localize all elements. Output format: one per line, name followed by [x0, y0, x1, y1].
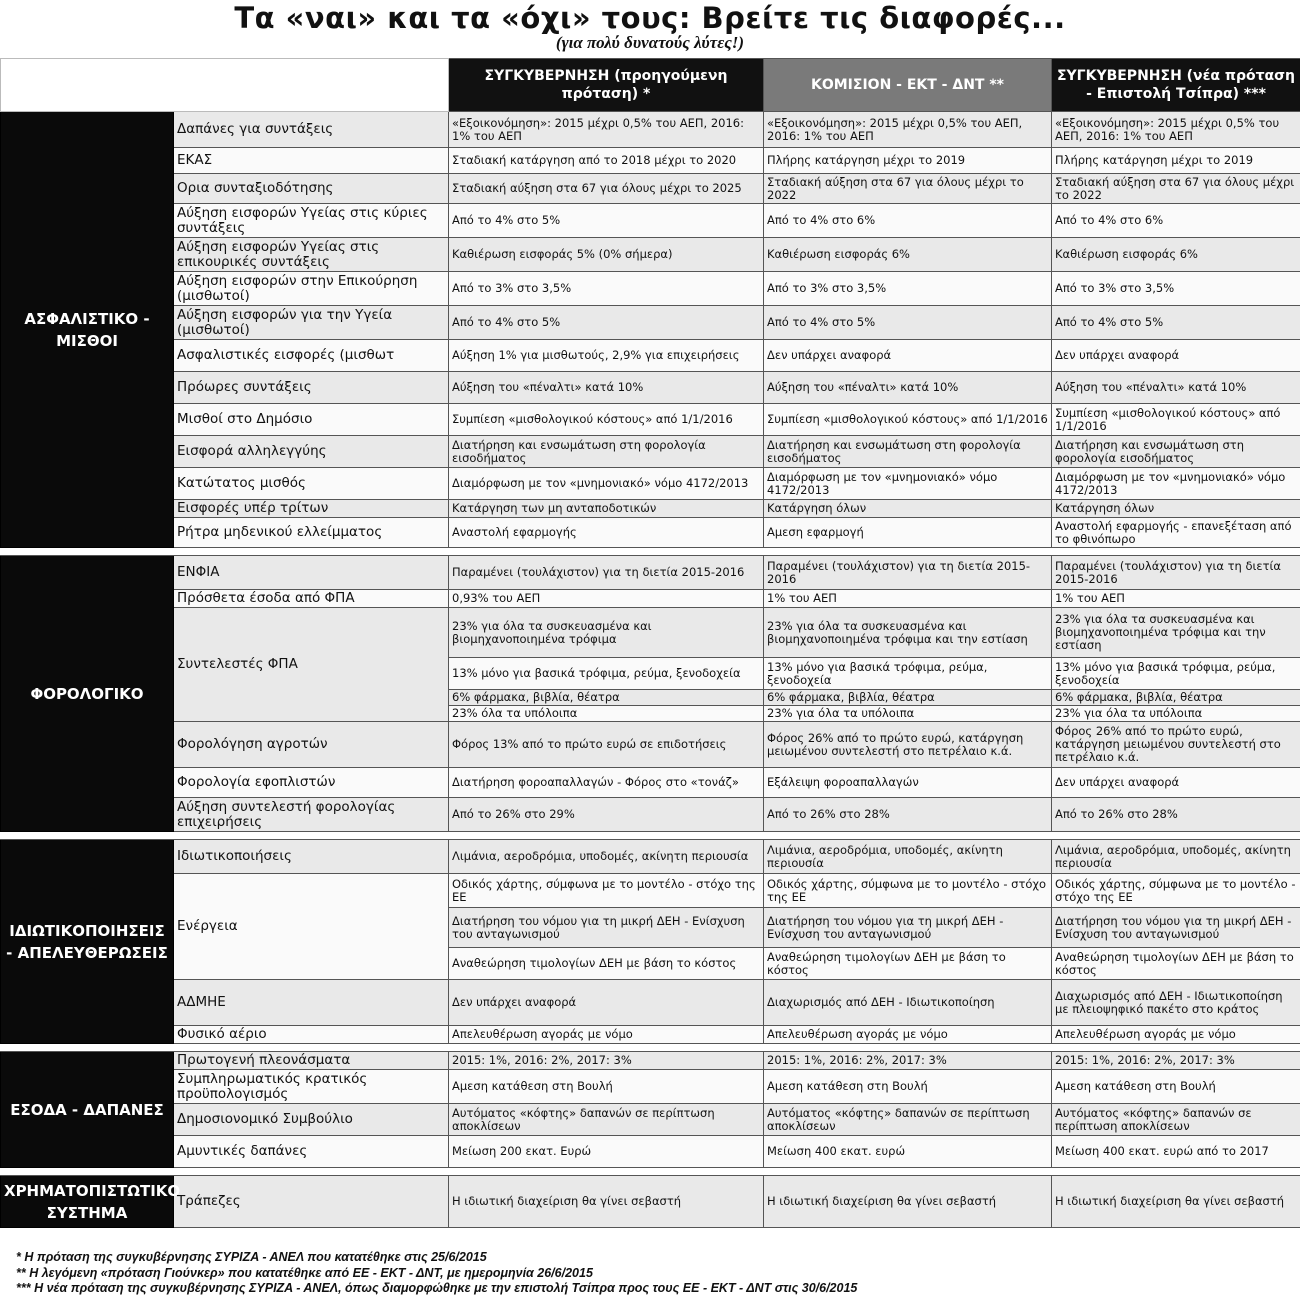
- row-label: Αύξηση εισφορών στην Επικούρηση (μισθωτοί): [174, 272, 449, 306]
- table-row: [1, 174, 1300, 204]
- row-label: Συμπληρωματικός κρατικός προϋπολογισμός: [174, 1070, 449, 1104]
- table-cell: Η ιδιωτική διαχείριση θα γίνει σεβαστή: [764, 1176, 1052, 1228]
- table-cell: Συμπίεση «μισθολογικού κόστους» από 1/1/2016: [449, 404, 764, 436]
- table-cell: Διαχωρισμός από ΔΕΗ - Ιδιωτικοποίηση με πλειοψηφικό πακέτο στο κράτος: [1052, 980, 1300, 1026]
- row-label: Αύξηση εισφορών Υγείας στις επικουρικές συντάξεις: [174, 238, 449, 272]
- table-cell: Φόρος 26% από το πρώτο ευρώ, κατάργηση μειωμένου συντελεστή στο πετρέλαιο κ.ά.: [1052, 722, 1300, 768]
- footnote: ** Η λεγόμενη «πρόταση Γιούνκερ» που κατατέθηκε από ΕΕ - ΕΚΤ - ΔΝΤ, με ημερομηνία 26/6/2015: [16, 1265, 593, 1280]
- table-row: [1, 500, 1300, 518]
- table-cell: 1% του ΑΕΠ: [1052, 590, 1300, 608]
- table-cell: Καθιέρωση εισφοράς 6%: [1052, 238, 1300, 272]
- table-cell: Σταδιακή κατάργηση από το 2018 μέχρι το 2020: [449, 148, 764, 174]
- table-cell: Φόρος 26% από το πρώτο ευρώ, κατάργηση μειωμένου συντελεστή στο πετρέλαιο κ.ά.: [764, 722, 1052, 768]
- comparison-table: [0, 58, 1300, 1228]
- table-cell: Αυτόματος «κόφτης» δαπανών σε περίπτωση αποκλίσεων: [449, 1104, 764, 1136]
- row-label: Πρωτογενή πλεονάσματα: [174, 1052, 449, 1070]
- table-cell: Αμεση εφαρμογή: [764, 518, 1052, 548]
- table-cell: «Εξοικονόμηση»: 2015 μέχρι 0,5% του ΑΕΠ, 2016: 1% του ΑΕΠ: [449, 112, 764, 148]
- table-cell: Αναστολή εφαρμογής - επανεξέταση από το φθινόπωρο: [1052, 518, 1300, 548]
- table-cell: Αμεση κατάθεση στη Βουλή: [449, 1070, 764, 1104]
- row-label: Ρήτρα μηδενικού ελλείμματος: [174, 518, 449, 548]
- table-cell: 13% μόνο για βασικά τρόφιμα, ρεύμα, ξενοδοχεία: [1052, 658, 1300, 690]
- table-row: [1, 518, 1300, 548]
- table-cell: 13% μόνο για βασικά τρόφιμα, ρεύμα, ξενοδοχεία: [449, 658, 764, 690]
- row-label: Δημοσιονομικό Συμβούλιο: [174, 1104, 449, 1136]
- page-title: Τα «ναι» και τα «όχι» τους: Βρείτε τις διαφορές...: [234, 1, 1066, 35]
- table-cell: Διατήρηση και ενσωμάτωση στη φορολογία εισοδήματος: [1052, 436, 1300, 468]
- table-row: [1, 306, 1300, 340]
- table-cell: Παραμένει (τουλάχιστον) για τη διετία 2015-2016: [764, 556, 1052, 590]
- table-cell: 23% για όλα τα συσκευασμένα και βιομηχανοποιημένα τρόφιμα και την εστίαση: [764, 608, 1052, 658]
- row-label: Εισφορά αλληλεγγύης: [174, 436, 449, 468]
- table-cell: Αναθεώρηση τιμολογίων ΔΕΗ με βάση το κόστος: [764, 948, 1052, 980]
- footnote: * Η πρόταση της συγκυβέρνησης ΣΥΡΙΖΑ - ΑΝΕΛ που κατατέθηκε στις 25/6/2015: [16, 1250, 487, 1264]
- table-cell: Λιμάνια, αεροδρόμια, υποδομές, ακίνητη περιουσία: [1052, 840, 1300, 874]
- row-label: Πρόωρες συντάξεις: [174, 372, 449, 404]
- table-row: [1, 1176, 1300, 1228]
- table-row: [1, 798, 1300, 832]
- table-cell: Λιμάνια, αεροδρόμια, υποδομές, ακίνητη περιουσία: [764, 840, 1052, 874]
- table-cell: Από το 4% στο 6%: [764, 204, 1052, 238]
- table-row: [1, 148, 1300, 174]
- table-cell: Αύξηση του «πέναλτι» κατά 10%: [764, 372, 1052, 404]
- row-label: Φυσικό αέριο: [174, 1026, 449, 1044]
- table-cell: Από το 26% στο 28%: [1052, 798, 1300, 832]
- table-row: [1, 1136, 1300, 1168]
- page-subtitle: (για πολύ δυνατούς λύτες!): [555, 33, 745, 52]
- table-cell: 1% του ΑΕΠ: [764, 590, 1052, 608]
- table-cell: Αύξηση του «πέναλτι» κατά 10%: [449, 372, 764, 404]
- table-cell: Αναστολή εφαρμογής: [449, 518, 764, 548]
- section-label: ΙΔΙΩΤΙΚΟΠΟΙΗΣΕΙΣ - ΑΠΕΛΕΥΘΕΡΩΣΕΙΣ: [1, 840, 174, 1044]
- row-label: Ορια συνταξιοδότησης: [174, 174, 449, 204]
- table-cell: Από το 3% στο 3,5%: [449, 272, 764, 306]
- gap-cell: [1, 548, 1300, 556]
- table-cell: Απελευθέρωση αγοράς με νόμο: [764, 1026, 1052, 1044]
- table-cell: 6% φάρμακα, βιβλία, θέατρα: [449, 690, 764, 706]
- row-label: Αύξηση εισφορών Υγείας στις κύριες συντάξεις: [174, 204, 449, 238]
- table-row: [1, 112, 1300, 148]
- table-row: [1, 1052, 1300, 1070]
- table-cell: Σταδιακή αύξηση στα 67 για όλους μέχρι το 2022: [764, 174, 1052, 204]
- table-cell: Από το 26% στο 28%: [764, 798, 1052, 832]
- table-row: [1, 556, 1300, 590]
- section-label: ΑΣΦΑΛΙΣΤΙΚΟ - ΜΙΣΘΟΙ: [1, 112, 174, 548]
- table-cell: Απελευθέρωση αγοράς με νόμο: [1052, 1026, 1300, 1044]
- table-cell: Αύξηση 1% για μισθωτούς, 2,9% για επιχειρήσεις: [449, 340, 764, 372]
- table-body: [1, 112, 1300, 1228]
- table-row: [1, 436, 1300, 468]
- footnotes: [16, 1250, 1296, 1297]
- table-cell: Από το 3% στο 3,5%: [764, 272, 1052, 306]
- table-cell: Διαχωρισμός από ΔΕΗ - Ιδιωτικοποίηση: [764, 980, 1052, 1026]
- row-label: Τράπεζες: [174, 1176, 449, 1228]
- row-label: Εισφορές υπέρ τρίτων: [174, 500, 449, 518]
- table-cell: 2015: 1%, 2016: 2%, 2017: 3%: [1052, 1052, 1300, 1070]
- table-cell: 2015: 1%, 2016: 2%, 2017: 3%: [449, 1052, 764, 1070]
- table-row: [1, 404, 1300, 436]
- table-row: [1, 840, 1300, 874]
- gap-cell: [1, 1044, 1300, 1052]
- table-cell: Διαμόρφωση με τον «μνημονιακό» νόμο 4172/2013: [1052, 468, 1300, 500]
- section-label: ΦΟΡΟΛΟΓΙΚΟ: [1, 556, 174, 832]
- table-cell: Από το 4% στο 6%: [1052, 204, 1300, 238]
- table-cell: 23% για όλα τα συσκευασμένα και βιομηχανοποιημένα τρόφιμα: [449, 608, 764, 658]
- table-row: [1, 340, 1300, 372]
- table-cell: Μείωση 400 εκατ. ευρώ: [764, 1136, 1052, 1168]
- table-cell: Πλήρης κατάργηση μέχρι το 2019: [764, 148, 1052, 174]
- table-cell: Διατήρηση και ενσωμάτωση στη φορολογία εισοδήματος: [764, 436, 1052, 468]
- table-cell: Δεν υπάρχει αναφορά: [764, 340, 1052, 372]
- table-cell: Αναθεώρηση τιμολογίων ΔΕΗ με βάση το κόστος: [449, 948, 764, 980]
- section-gap: [1, 832, 1300, 840]
- gap-cell: [1, 832, 1300, 840]
- row-label: Αμυντικές δαπάνες: [174, 1136, 449, 1168]
- table-cell: Οδικός χάρτης, σύμφωνα με το μοντέλο - στόχο της ΕΕ: [1052, 874, 1300, 908]
- row-label: Μισθοί στο Δημόσιο: [174, 404, 449, 436]
- section-gap: [1, 1044, 1300, 1052]
- table-cell: Από το 4% στο 5%: [449, 306, 764, 340]
- table-cell: Αυτόματος «κόφτης» δαπανών σε περίπτωση αποκλίσεων: [764, 1104, 1052, 1136]
- table-cell: Αύξηση του «πέναλτι» κατά 10%: [1052, 372, 1300, 404]
- table-cell: Παραμένει (τουλάχιστον) για τη διετία 2015-2016: [1052, 556, 1300, 590]
- table-row: [1, 272, 1300, 306]
- gap-cell: [1, 1168, 1300, 1176]
- table-row: [1, 204, 1300, 238]
- table-cell: Οδικός χάρτης, σύμφωνα με το μοντέλο - στόχο της ΕΕ: [764, 874, 1052, 908]
- column-header: ΣΥΓΚΥΒΕΡΝΗΣΗ (προηγούμενη πρόταση) *: [449, 59, 764, 112]
- table-row: [1, 768, 1300, 798]
- table-cell: Καθιέρωση εισφοράς 5% (0% σήμερα): [449, 238, 764, 272]
- row-label: Κατώτατος μισθός: [174, 468, 449, 500]
- table-header-row: [1, 59, 1300, 112]
- table-cell: «Εξοικονόμηση»: 2015 μέχρι 0,5% του ΑΕΠ, 2016: 1% του ΑΕΠ: [1052, 112, 1300, 148]
- row-label: Ενέργεια: [174, 874, 449, 980]
- table-cell: Εξάλειψη φοροαπαλλαγών: [764, 768, 1052, 798]
- table-cell: Η ιδιωτική διαχείριση θα γίνει σεβαστή: [1052, 1176, 1300, 1228]
- table-cell: 0,93% του ΑΕΠ: [449, 590, 764, 608]
- table-cell: Λιμάνια, αεροδρόμια, υποδομές, ακίνητη περιουσία: [449, 840, 764, 874]
- table-cell: Πλήρης κατάργηση μέχρι το 2019: [1052, 148, 1300, 174]
- section-label: ΧΡΗΜΑΤΟΠΙΣΤΩΤΙΚΟ ΣΥΣΤΗΜΑ: [1, 1176, 174, 1228]
- section-gap: [1, 1168, 1300, 1176]
- table-cell: Αναθεώρηση τιμολογίων ΔΕΗ με βάση το κόστος: [1052, 948, 1300, 980]
- table-cell: Από το 4% στο 5%: [449, 204, 764, 238]
- table-cell: Από το 4% στο 5%: [764, 306, 1052, 340]
- table-cell: Συμπίεση «μισθολογικού κόστους» από 1/1/2016: [1052, 404, 1300, 436]
- row-label: ΕΚΑΣ: [174, 148, 449, 174]
- row-label: Αύξηση συντελεστή φορολογίας επιχειρήσεις: [174, 798, 449, 832]
- table-cell: 23% όλα τα υπόλοιπα: [449, 706, 764, 722]
- table-row: [1, 590, 1300, 608]
- table-row: [1, 874, 1300, 908]
- table-cell: Διαμόρφωση με τον «μνημονιακό» νόμο 4172/2013: [449, 468, 764, 500]
- table-cell: Από το 26% στο 29%: [449, 798, 764, 832]
- table-cell: 2015: 1%, 2016: 2%, 2017: 3%: [764, 1052, 1052, 1070]
- table-cell: Διατήρηση και ενσωμάτωση στη φορολογία εισοδήματος: [449, 436, 764, 468]
- table-cell: 23% για όλα τα συσκευασμένα και βιομηχανοποιημένα τρόφιμα και την εστίαση: [1052, 608, 1300, 658]
- row-label: ΕΝΦΙΑ: [174, 556, 449, 590]
- table-cell: Οδικός χάρτης, σύμφωνα με το μοντέλο - στόχο της ΕΕ: [449, 874, 764, 908]
- row-label: Αύξηση εισφορών για την Υγεία (μισθωτοί): [174, 306, 449, 340]
- table-cell: Δεν υπάρχει αναφορά: [1052, 340, 1300, 372]
- table-cell: Κατάργηση των μη ανταποδοτικών: [449, 500, 764, 518]
- table-cell: Κατάργηση όλων: [1052, 500, 1300, 518]
- table-cell: «Εξοικονόμηση»: 2015 μέχρι 0,5% του ΑΕΠ, 2016: 1% του ΑΕΠ: [764, 112, 1052, 148]
- header-blank: [1, 59, 449, 112]
- table-cell: Από το 3% στο 3,5%: [1052, 272, 1300, 306]
- table-cell: Φόρος 13% από το πρώτο ευρώ σε επιδοτήσεις: [449, 722, 764, 768]
- column-header: ΣΥΓΚΥΒΕΡΝΗΣΗ (νέα πρόταση - Επιστολή Τσίπρα) ***: [1052, 59, 1300, 112]
- row-label: Δαπάνες για συντάξεις: [174, 112, 449, 148]
- row-label: Ασφαλιστικές εισφορές (μισθωτ: [174, 340, 449, 372]
- section-label: ΕΣΟΔΑ - ΔΑΠΑΝΕΣ: [1, 1052, 174, 1168]
- table-cell: Καθιέρωση εισφοράς 6%: [764, 238, 1052, 272]
- table-cell: Κατάργηση όλων: [764, 500, 1052, 518]
- table-cell: Παραμένει (τουλάχιστον) για τη διετία 2015-2016: [449, 556, 764, 590]
- column-header: ΚΟΜΙΣΙΟΝ - ΕΚΤ - ΔΝΤ **: [764, 59, 1052, 112]
- table-cell: Αυτόματος «κόφτης» δαπανών σε περίπτωση αποκλίσεων: [1052, 1104, 1300, 1136]
- row-label: ΑΔΜΗΕ: [174, 980, 449, 1026]
- table-cell: 23% για όλα τα υπόλοιπα: [764, 706, 1052, 722]
- table-row: [1, 238, 1300, 272]
- table-row: [1, 1070, 1300, 1104]
- table-cell: Μείωση 400 εκατ. ευρώ από το 2017: [1052, 1136, 1300, 1168]
- table-row: [1, 722, 1300, 768]
- table-cell: Διατήρηση του νόμου για τη μικρή ΔΕΗ - Ενίσχυση του ανταγωνισμού: [1052, 908, 1300, 948]
- table-row: [1, 608, 1300, 658]
- table-row: [1, 1104, 1300, 1136]
- row-label: Φορολογία εφοπλιστών: [174, 768, 449, 798]
- table-row: [1, 372, 1300, 404]
- table-cell: Διατήρηση φοροαπαλλαγών - Φόρος στο «τονάζ»: [449, 768, 764, 798]
- row-label: Πρόσθετα έσοδα από ΦΠΑ: [174, 590, 449, 608]
- table-cell: 23% για όλα τα υπόλοιπα: [1052, 706, 1300, 722]
- table-cell: Απελευθέρωση αγοράς με νόμο: [449, 1026, 764, 1044]
- table-cell: Συμπίεση «μισθολογικού κόστους» από 1/1/2016: [764, 404, 1052, 436]
- table-cell: 6% φάρμακα, βιβλία, θέατρα: [764, 690, 1052, 706]
- table-cell: Διατήρηση του νόμου για τη μικρή ΔΕΗ - Ενίσχυση του ανταγωνισμού: [449, 908, 764, 948]
- row-label: Ιδιωτικοποιήσεις: [174, 840, 449, 874]
- footnote: *** Η νέα πρόταση της συγκυβέρνησης ΣΥΡΙΖΑ - ΑΝΕΛ, όπως διαμορφώθηκε με την επιστολή Τσίπρα προς τους ΕΕ - ΕΚΤ - ΔΝΤ στις 30/6/2015: [16, 1281, 858, 1295]
- table-cell: Διαμόρφωση με τον «μνημονιακό» νόμο 4172/2013: [764, 468, 1052, 500]
- table-cell: 13% μόνο για βασικά τρόφιμα, ρεύμα, ξενοδοχεία: [764, 658, 1052, 690]
- table-row: [1, 980, 1300, 1026]
- row-label: Συντελεστές ΦΠΑ: [174, 608, 449, 722]
- row-label: Φορολόγηση αγροτών: [174, 722, 449, 768]
- table-cell: Διατήρηση του νόμου για τη μικρή ΔΕΗ - Ενίσχυση του ανταγωνισμού: [764, 908, 1052, 948]
- table-cell: Σταδιακή αύξηση στα 67 για όλους μέχρι το 2025: [449, 174, 764, 204]
- table-row: [1, 468, 1300, 500]
- section-gap: [1, 548, 1300, 556]
- table-cell: Από το 4% στο 5%: [1052, 306, 1300, 340]
- table-cell: Δεν υπάρχει αναφορά: [1052, 768, 1300, 798]
- table-cell: Δεν υπάρχει αναφορά: [449, 980, 764, 1026]
- table-cell: Σταδιακή αύξηση στα 67 για όλους μέχρι το 2022: [1052, 174, 1300, 204]
- table-row: [1, 1026, 1300, 1044]
- table-cell: Αμεση κατάθεση στη Βουλή: [764, 1070, 1052, 1104]
- table-cell: Η ιδιωτική διαχείριση θα γίνει σεβαστή: [449, 1176, 764, 1228]
- table-cell: 6% φάρμακα, βιβλία, θέατρα: [1052, 690, 1300, 706]
- table-cell: Μείωση 200 εκατ. Ευρώ: [449, 1136, 764, 1168]
- table-cell: Αμεση κατάθεση στη Βουλή: [1052, 1070, 1300, 1104]
